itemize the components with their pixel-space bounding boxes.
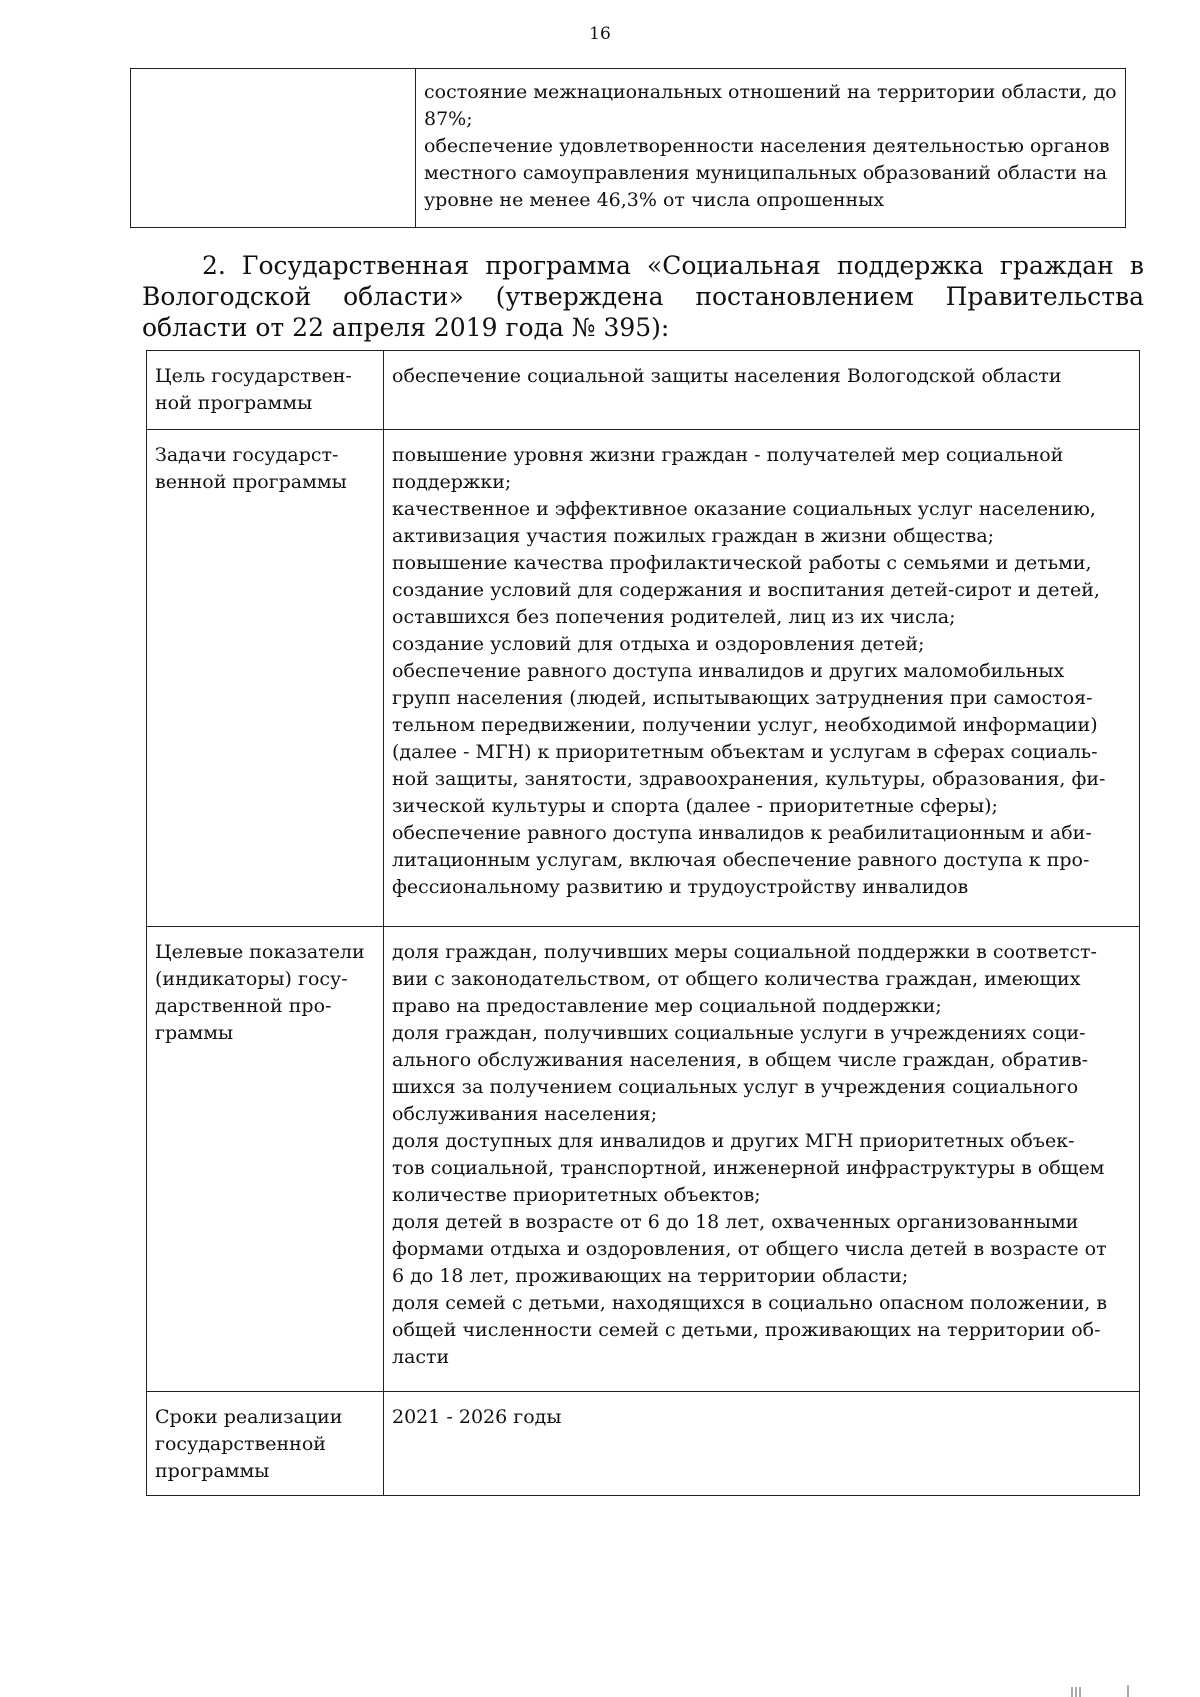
value-cell-tasks bbox=[384, 430, 1140, 927]
label-line: Целевые показатели bbox=[155, 941, 365, 963]
text-line: обеспечение социальной защиты населения Вологодской области bbox=[392, 365, 1062, 387]
value-cell-term bbox=[384, 1392, 1140, 1496]
text-line: повышение качества профилактической работы с семьями и детьми, bbox=[392, 552, 1092, 574]
label-line: Цель государствен- bbox=[155, 365, 352, 387]
top-table-right-cell bbox=[416, 69, 1126, 228]
text-line: тов социальной, транспортной, инженерной инфраструктуры в общем bbox=[392, 1157, 1105, 1179]
value-cell-indicators bbox=[384, 927, 1140, 1392]
table-row-indicators bbox=[147, 927, 1140, 1392]
text-line: повышение уровня жизни граждан - получателей мер социальной bbox=[392, 444, 1064, 466]
text-line: доля детей в возрасте от 6 до 18 лет, охваченных организованными bbox=[392, 1211, 1079, 1233]
text-line: создание условий для отдыха и оздоровления детей; bbox=[392, 633, 925, 655]
text-line: состояние межнациональных отношений на территории области, до bbox=[424, 81, 1117, 103]
text-line: формами отдыха и оздоровления, от общего числа детей в возрасте от bbox=[392, 1238, 1107, 1260]
text-line: общей численности семей с детьми, проживающих на территории об- bbox=[392, 1319, 1101, 1341]
text-line: обеспечение равного доступа инвалидов к реабилитационным и аби- bbox=[392, 822, 1092, 844]
label-line: венной программы bbox=[155, 471, 347, 493]
label-line: Задачи государст- bbox=[155, 444, 339, 466]
text-line: обслуживания населения; bbox=[392, 1103, 658, 1125]
text-line: количестве приоритетных объектов; bbox=[392, 1184, 761, 1206]
text-line: 6 до 18 лет, проживающих на территории области; bbox=[392, 1265, 909, 1287]
label-line: ной программы bbox=[155, 392, 313, 414]
table-row-term bbox=[147, 1392, 1140, 1496]
text-line: обеспечение удовлетворенности населения деятельностью органов bbox=[424, 135, 1110, 157]
text-line: фессиональному развитию и трудоустройству инвалидов bbox=[392, 876, 969, 898]
label-cell-term bbox=[147, 1392, 384, 1496]
text-line: право на предоставление мер социальной поддержки; bbox=[392, 995, 942, 1017]
text-line: шихся за получением социальных услуг в учреждения социального bbox=[392, 1076, 1079, 1098]
text-line: доля доступных для инвалидов и других МГН приоритетных объек- bbox=[392, 1130, 1075, 1152]
label-line: граммы bbox=[155, 1022, 234, 1044]
label-line: Сроки реализации bbox=[155, 1406, 343, 1428]
top-table-left-cell bbox=[131, 69, 416, 228]
text-line: создание условий для содержания и воспитания детей-сирот и детей, bbox=[392, 579, 1100, 601]
text-line: уровне не менее 46,3% от числа опрошенных bbox=[424, 189, 885, 211]
label-line: (индикаторы) госу- bbox=[155, 968, 348, 990]
label-cell-indicators bbox=[147, 927, 384, 1392]
label-line: программы bbox=[155, 1460, 270, 1482]
value-cell-goal bbox=[384, 351, 1140, 430]
text-line: ласти bbox=[392, 1346, 450, 1368]
text-line: зической культуры и спорта (далее - приоритетные сферы); bbox=[392, 795, 998, 817]
label-line: дарственной про- bbox=[155, 995, 332, 1017]
label-cell-goal bbox=[147, 351, 384, 430]
program-table bbox=[146, 350, 1140, 1496]
text-line: доля граждан, получивших социальные услуги в учреждениях соци- bbox=[392, 1022, 1086, 1044]
text-line: ального обслуживания населения, в общем числе граждан, обратив- bbox=[392, 1049, 1089, 1071]
page-number: 16 bbox=[589, 24, 611, 44]
label-line: государственной bbox=[155, 1433, 326, 1455]
top-table-row bbox=[131, 69, 1126, 228]
text-line: обеспечение равного доступа инвалидов и других маломобильных bbox=[392, 660, 1065, 682]
section-heading: 2. Государственная программа «Социальная поддержка граждан в Вологодской области» (утверждена постановлением Правительства области от 22 апреля 2019 года № 395): bbox=[142, 251, 1144, 342]
text-line: тельном передвижении, получении услуг, необходимой информации) bbox=[392, 714, 1098, 736]
table-row-goal bbox=[147, 351, 1140, 430]
text-line: доля граждан, получивших меры социальной поддержки в соответст- bbox=[392, 941, 1097, 963]
text-line: поддержки; bbox=[392, 471, 512, 493]
text-line: оставшихся без попечения родителей, лиц из их числа; bbox=[392, 606, 956, 628]
scan-marks bbox=[1070, 1683, 1130, 1697]
text-line: (далее - МГН) к приоритетным объектам и услугам в сферах социаль- bbox=[392, 741, 1098, 763]
text-line: вии с законодательством, от общего количества граждан, имеющих bbox=[392, 968, 1081, 990]
text-line: ной защиты, занятости, здравоохранения, культуры, образования, фи- bbox=[392, 768, 1106, 790]
text-line: качественное и эффективное оказание социальных услуг населению, bbox=[392, 498, 1096, 520]
table-row-tasks bbox=[147, 430, 1140, 927]
top-table bbox=[130, 68, 1126, 228]
label-cell-tasks bbox=[147, 430, 384, 927]
text-line: местного самоуправления муниципальных образований области на bbox=[424, 162, 1108, 184]
text-line: активизация участия пожилых граждан в жизни общества; bbox=[392, 525, 995, 547]
text-line: 2021 - 2026 годы bbox=[392, 1406, 562, 1428]
text-line: доля семей с детьми, находящихся в социально опасном положении, в bbox=[392, 1292, 1108, 1314]
text-line: литационным услугам, включая обеспечение равного доступа к про- bbox=[392, 849, 1090, 871]
text-line: 87%; bbox=[424, 108, 473, 130]
text-line: групп населения (людей, испытывающих затруднения при самостоя- bbox=[392, 687, 1093, 709]
